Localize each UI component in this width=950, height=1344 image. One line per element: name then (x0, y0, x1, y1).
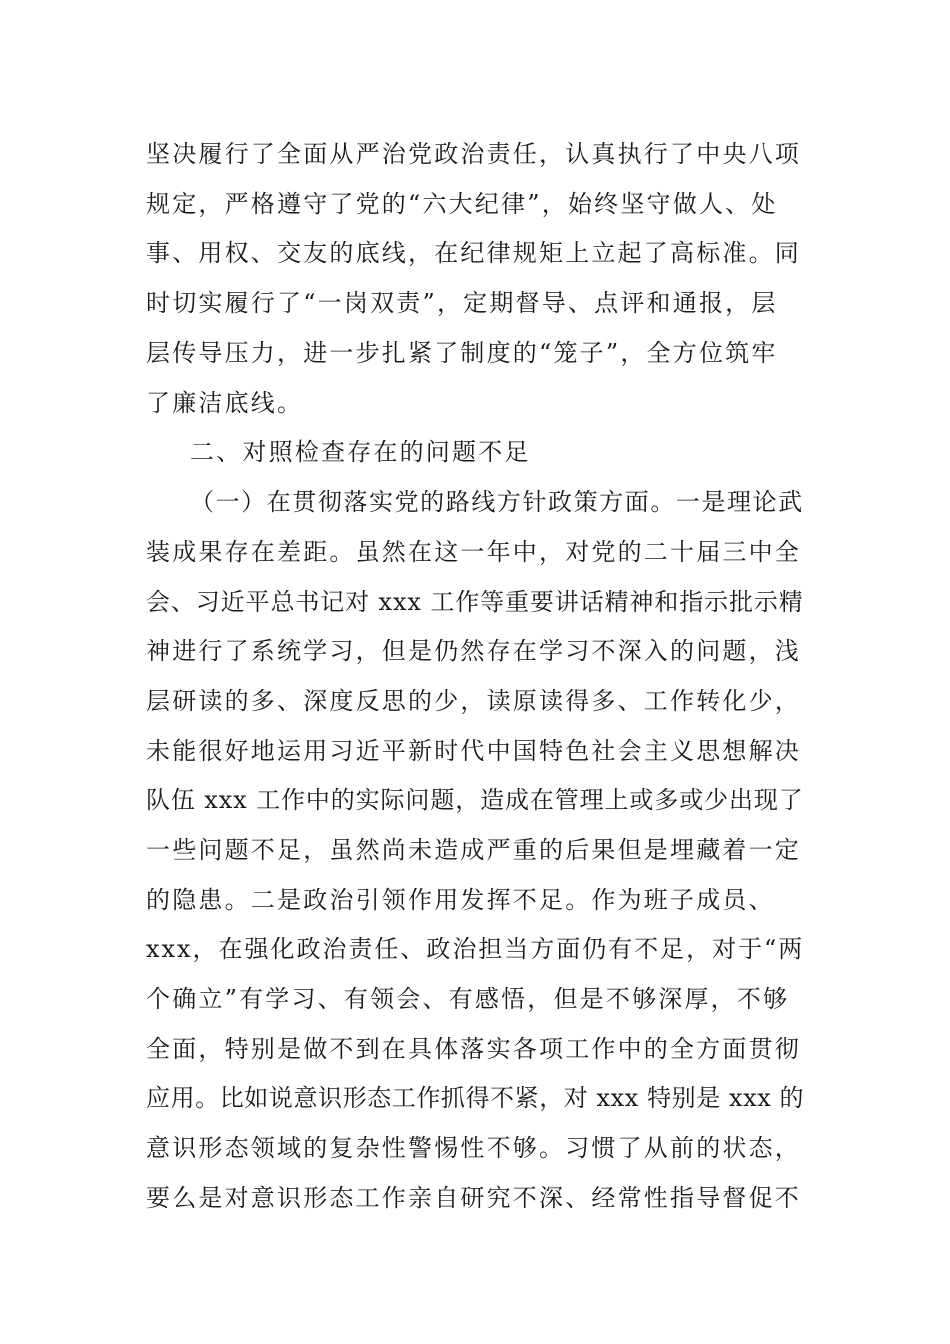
paragraph-line: 装成果存在差距。虽然在这一年中，对党的二十届三中全 (146, 538, 801, 566)
paragraph-line: 时切实履行了“一岗双责”，定期督导、点评和通报，层 (146, 289, 778, 317)
paragraph-line: 个确立”有学习、有领会、有感悟，但是不够深厚，不够 (146, 985, 790, 1013)
paragraph-line: 全面，特别是做不到在具体落实各项工作中的全方面贯彻 (146, 1035, 801, 1063)
paragraph-line: 规定，严格遵守了党的“六大纪律”，始终坚守做人、处 (146, 190, 778, 218)
paragraph-line: 一些问题不足，虽然尚未造成严重的后果但是埋藏着一定 (146, 836, 801, 864)
subsection-first-line: （一）在贯彻落实党的路线方针政策方面。一是理论武 (190, 488, 804, 516)
paragraph-line: 的隐患。二是政治引领作用发挥不足。作为班子成员、 (146, 886, 775, 914)
paragraph-line: 层研读的多、深度反思的少，读原读得多、工作转化少， (146, 687, 801, 715)
paragraph-line: xxx，在强化政治责任、政治担当方面仍有不足，对于“两 (146, 935, 805, 963)
paragraph-line: 层传导压力，进一步扎紧了制度的“笼子”，全方位筑牢 (146, 339, 778, 367)
section-heading: 二、对照检查存在的问题不足 (190, 438, 531, 466)
paragraph-line: 要么是对意识形态工作亲自研究不深、经常性指导督促不 (146, 1184, 801, 1212)
paragraph-line: 了廉洁底线。 (146, 389, 304, 417)
paragraph-line: 队伍 xxx 工作中的实际问题，造成在管理上或多或少出现了 (146, 786, 804, 814)
paragraph-line: 应用。比如说意识形态工作抓得不紧，对 xxx 特别是 xxx 的 (146, 1084, 805, 1112)
paragraph-line: 意识形态领域的复杂性警惕性不够。习惯了从前的状态， (146, 1134, 801, 1162)
paragraph-line: 未能很好地运用习近平新时代中国特色社会主义思想解决 (146, 737, 801, 765)
paragraph-line: 坚决履行了全面从严治党政治责任，认真执行了中央八项 (146, 140, 801, 168)
paragraph-line: 事、用权、交友的底线，在纪律规矩上立起了高标准。同 (146, 239, 801, 267)
paragraph-line: 会、习近平总书记对 xxx 工作等重要讲话精神和指示批示精 (146, 588, 804, 616)
paragraph-line: 神进行了系统学习，但是仍然存在学习不深入的问题，浅 (146, 637, 801, 665)
